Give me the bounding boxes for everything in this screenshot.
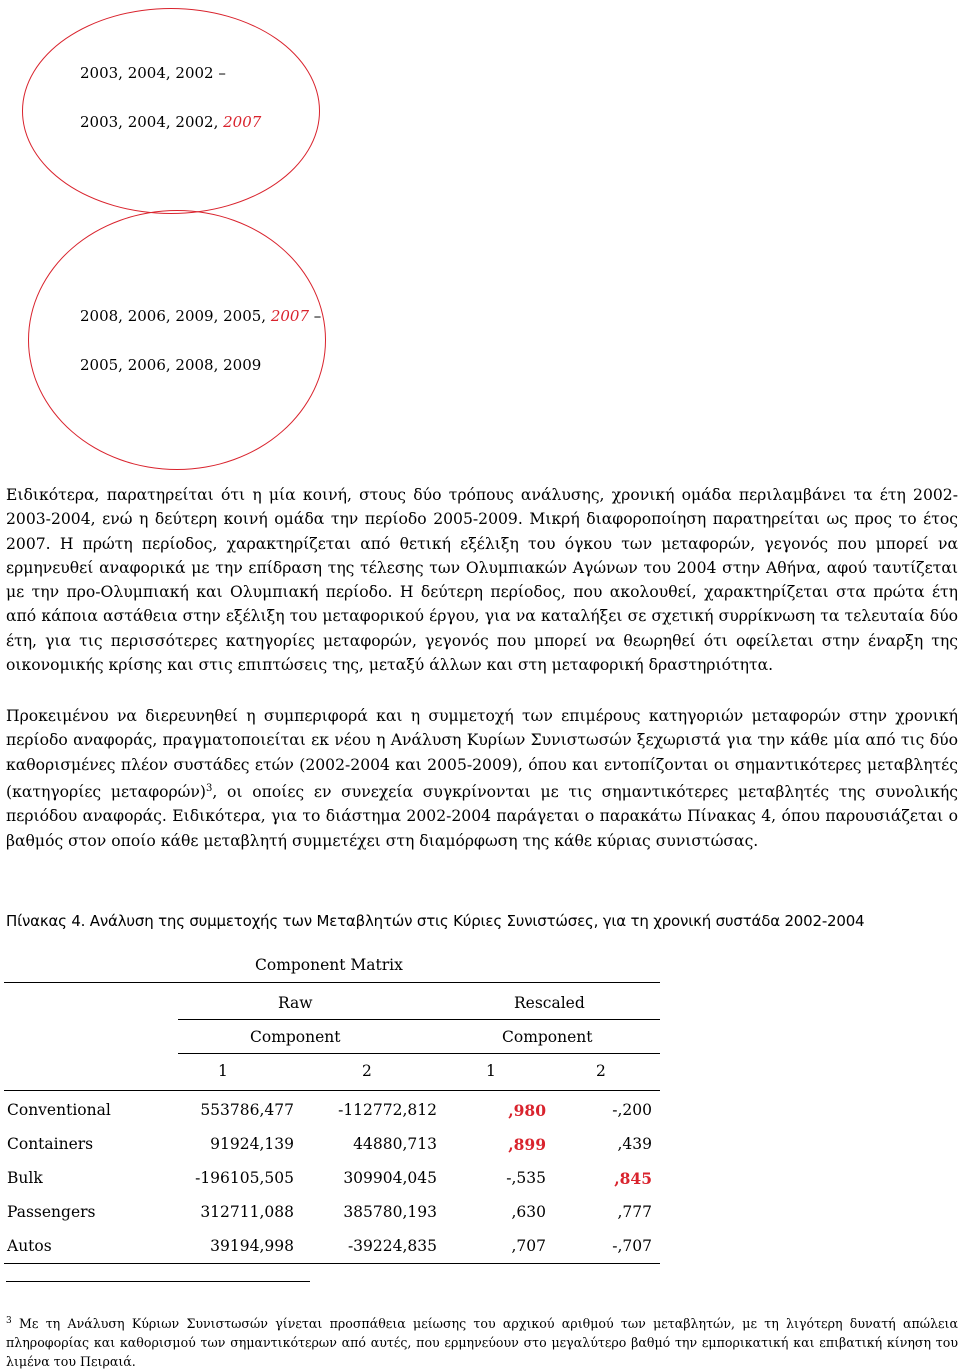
paragraph-2: Προκειμένου να διερευνηθεί η συμπεριφορά και η συμμετοχή των επιμέρους κατηγοριών μεταφορών στην χρονική περίοδο αναφοράς, πραγματοποιείται εκ νέου η Ανάλυση Κυρίων Συνιστωσών ξεχωριστά για την κάθε μία από τις δύο καθορισμένες πλέον συστάδες ετών (2002-2004 και 2005-2009), όπου και εντοπίζονται οι σημαντικότερες μεταβλητές (κατηγορίες μεταφορών)$^3$, οι οποίες εν συνεχεία συγκρίνονται με τις σημαντικότερες μεταβλητές της συνολικής περιόδου αναφοράς. Ειδικότερα, για το διάστημα 2002-2004 παράγεται ο παρακάτω Πίνακας 4, όπου παρουσιάζεται ο βαθμός στον οποίο κάθε μεταβλητή συμμετέχει στη διαμόρφωση της κάθε κύριας συνιστώσας. (6, 707, 958, 850)
table-cell: -39224,835 (347, 1237, 437, 1255)
table-cell: ,630 (511, 1203, 546, 1221)
table-cell: -,707 (612, 1237, 652, 1255)
upper-cluster-circle (22, 8, 320, 214)
footnote-rule (6, 1281, 310, 1282)
table-cell: -112772,812 (338, 1101, 437, 1119)
col-header-rescaled-1: 1 (486, 1062, 496, 1080)
table-cell: ,439 (617, 1135, 652, 1153)
table-title: Component Matrix (255, 956, 403, 974)
row-label: Passengers (7, 1203, 96, 1221)
col-header-rescaled-2: 2 (596, 1062, 606, 1080)
table-cell: 39194,998 (210, 1237, 294, 1255)
table-cell: 309904,045 (343, 1169, 437, 1187)
table-bottom-rule (4, 1263, 660, 1264)
upper-cluster-line-2: 2003, 2004, 2002, 2007 (80, 113, 262, 131)
table-cell: 553786,477 (200, 1101, 294, 1119)
header-rule-1 (178, 1019, 660, 1020)
table-cell: ,777 (617, 1203, 652, 1221)
table-cell: ,980 (508, 1101, 546, 1120)
table-cell: 385780,193 (343, 1203, 437, 1221)
table-cell: -,200 (612, 1101, 652, 1119)
table-cell: 91924,139 (210, 1135, 294, 1153)
year-2007-highlight: 2007 (223, 113, 262, 131)
header-rule-2 (178, 1053, 660, 1054)
lower-cluster-circle (28, 210, 326, 470)
col-header-raw-1: 1 (218, 1062, 228, 1080)
footnote: $^3$ Με τη Ανάλυση Κύριων Συνιστωσών γίνεται προσπάθεια μείωσης του αρχικού αριθμού των μεταβλητών, με τη λιγότερη δυνατή απώλεια πληροφορίας και καθορισμού των σημαντικότερων από αυτές, που ερμηνεύουν στο μεγαλύτερο βαθμό την εμπορικατική και επιβατική κίνηση του λιμένα του Πειραιά. (6, 1316, 958, 1370)
row-label: Bulk (7, 1169, 43, 1187)
table-cell: ,845 (614, 1169, 652, 1188)
table-cell: -,535 (506, 1169, 546, 1187)
row-label: Conventional (7, 1101, 111, 1119)
table-cell: ,707 (511, 1237, 546, 1255)
lower-cluster-line-2: 2005, 2006, 2008, 2009 (80, 356, 262, 374)
header-rescaled-component: Component (502, 1028, 593, 1046)
table-caption: Πίνακας 4. Ανάλυση της συμμετοχής των Μεταβλητών στις Κύριες Συνιστώσες, για τη χρονική συστάδα 2002-2004 (6, 912, 865, 930)
table-top-rule (4, 982, 660, 983)
table-cell: 312711,088 (200, 1203, 294, 1221)
row-label: Autos (7, 1237, 52, 1255)
table-cell: 44880,713 (353, 1135, 437, 1153)
row-label: Containers (7, 1135, 94, 1153)
paragraph-1: Ειδικότερα, παρατηρείται ότι η μία κοινή, στους δύο τρόπους ανάλυσης, χρονική ομάδα περιλαμβάνει τα έτη 2002-2003-2004, ενώ η δεύτερη κοινή ομάδα την περίοδο 2005-2009. Μικρή διαφοροποίηση παρατηρείται ως προς το έτος 2007. Η πρώτη περίοδος, χαρακτηρίζεται από θετική εξέλιξη του όγκου των μεταφορών, γεγονός που μπορεί να ερμηνευθεί αναφορικά με την επίδραση της τέλεσης των Ολυμπιακών Αγώνων του 2004 στην Αθήνα, αφού ταυτίζεται με την προ-Ολυμπιακή και Ολυμπιακή περίοδο. Η δεύτερη περίοδος, που ακολουθεί, χαρακτηρίζεται στα πρώτα έτη από κάποια αστάθεια στην εξέλιξη του μεταφορικού έργου, για να καταλήξει σε σχετική συρρίκνωση τα τελευταία δύο έτη, για τις περισσότερες κατηγορίες μεταφορών, γεγονός που μπορεί να θεωρηθεί ότι οφείλεται στην έναρξη της οικονομικής κρίσης και στις επιπτώσεις της, μεταξύ άλλων και στη μεταφορική δραστηριότητα. (6, 486, 958, 675)
footnote-marker: 3 (6, 1316, 12, 1326)
col-header-raw-2: 2 (362, 1062, 372, 1080)
header-raw-component: Component (250, 1028, 341, 1046)
footnote-ref: 3 (205, 782, 213, 794)
table-cell: ,899 (508, 1135, 546, 1154)
lower-cluster-line-1: 2008, 2006, 2009, 2005, 2007 – (80, 307, 322, 325)
upper-cluster-line-1: 2003, 2004, 2002 – (80, 64, 226, 82)
header-rule-3 (4, 1090, 660, 1091)
header-rescaled: Rescaled (514, 994, 585, 1012)
year-2007-highlight: 2007 (270, 307, 310, 325)
table-cell: -196105,505 (195, 1169, 294, 1187)
header-raw: Raw (278, 994, 313, 1012)
